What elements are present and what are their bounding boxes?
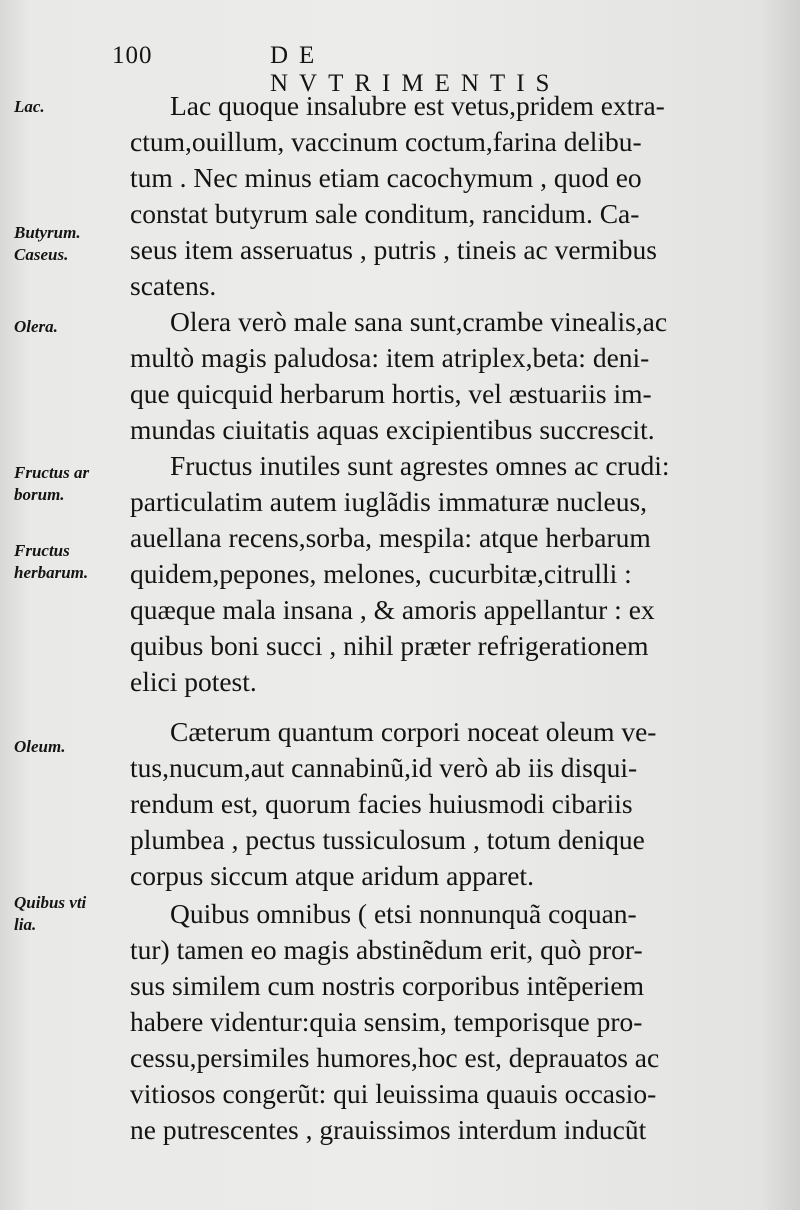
- text-line: quibus boni succi , nihil præter refrigerationem: [130, 630, 649, 661]
- text-line: ctum,ouillum, vaccinum coctum,farina delibu-: [130, 126, 642, 157]
- text-line: cessu,persimiles humores,hoc est, deprauatos ac: [130, 1042, 660, 1073]
- text-line: plumbea , pectus tussiculosum , totum denique: [130, 824, 645, 855]
- marginal-note-line: Lac.: [14, 97, 45, 116]
- text-line: tus,nucum,aut cannabinũ,id verò ab iis disqui-: [130, 752, 638, 783]
- text-line: multò magis paludosa: item atriplex,beta: deni-: [130, 342, 650, 373]
- text-line: que quicquid herbarum hortis, vel æstuariis im-: [130, 378, 652, 409]
- text-line: ne putrescentes , grauissimos interdum inducũt: [130, 1114, 647, 1145]
- marginal-note-oleum: [14, 736, 65, 758]
- text-line: Cæterum quantum corpori noceat oleum ve-: [170, 716, 657, 747]
- text-line: rendum est, quorum facies huiusmodi cibariis: [130, 788, 633, 819]
- text-line: elici potest.: [130, 666, 257, 697]
- text-line: quidem,pepones, melones, cucurbitæ,citrulli :: [130, 558, 632, 589]
- marginal-note-line: Fructus: [14, 541, 70, 560]
- text-line: mundas ciuitatis aquas excipientibus succrescit.: [130, 414, 655, 445]
- page-header: [112, 42, 632, 97]
- marginal-note-fructus-herbarum: [14, 540, 88, 584]
- marginal-note-fructus-arborum: [14, 462, 89, 506]
- text-line: Fructus inutiles sunt agrestes omnes ac crudi:: [170, 450, 670, 481]
- marginal-note-line: borum.: [14, 485, 65, 504]
- text-line: tur) tamen eo magis abstinẽdum erit, quò pror-: [130, 934, 643, 965]
- marginal-note-line: lia.: [14, 915, 37, 934]
- text-line: auellana recens,sorba, mespila: atque herbarum: [130, 522, 651, 553]
- marginal-note-butyrum: [14, 222, 81, 244]
- text-line: tum . Nec minus etiam cacochymum , quod eo: [130, 162, 642, 193]
- running-title: DE NVTRIMENTIS: [270, 42, 561, 97]
- text-line: corpus siccum atque aridum apparet.: [130, 860, 534, 891]
- marginal-note-line: herbarum.: [14, 563, 89, 582]
- marginal-note-olera: [14, 316, 58, 338]
- text-line: seus item asseruatus , putris , tineis ac vermibus: [130, 234, 657, 265]
- text-line: sus similem cum nostris corporibus intẽperiem: [130, 970, 645, 1001]
- page-number: 100: [112, 42, 153, 69]
- marginal-note-line: Oleum.: [14, 737, 66, 756]
- marginal-note-line: Quibus vti: [14, 893, 87, 912]
- text-line: scatens.: [130, 270, 217, 301]
- marginal-note-quibus-vtilia: [14, 892, 86, 936]
- marginal-note-line: Fructus ar: [14, 463, 90, 482]
- text-line: quæque mala insana , & amoris appellantur : ex: [130, 594, 655, 625]
- text-line: Lac quoque insalubre est vetus,pridem extra-: [170, 90, 665, 121]
- text-line: Olera verò male sana sunt,crambe vinealis,ac: [170, 306, 668, 337]
- marginal-note-line: Butyrum.: [14, 223, 81, 242]
- text-line: particulatim autem iuglãdis immaturæ nucleus,: [130, 486, 648, 517]
- text-line: Quibus omnibus ( etsi nonnunquã coquan-: [170, 898, 637, 929]
- text-line: habere videntur:quia sensim, temporisque pro-: [130, 1006, 643, 1037]
- marginal-note-caseus: [14, 244, 68, 266]
- marginal-note-line: Caseus.: [14, 245, 69, 264]
- text-line: vitiosos congerũt: qui leuissima quauis occasio-: [130, 1078, 657, 1109]
- marginal-note-line: Olera.: [14, 317, 58, 336]
- marginal-note-lac: [14, 96, 45, 118]
- text-line: constat butyrum sale conditum, rancidum. Ca-: [130, 198, 640, 229]
